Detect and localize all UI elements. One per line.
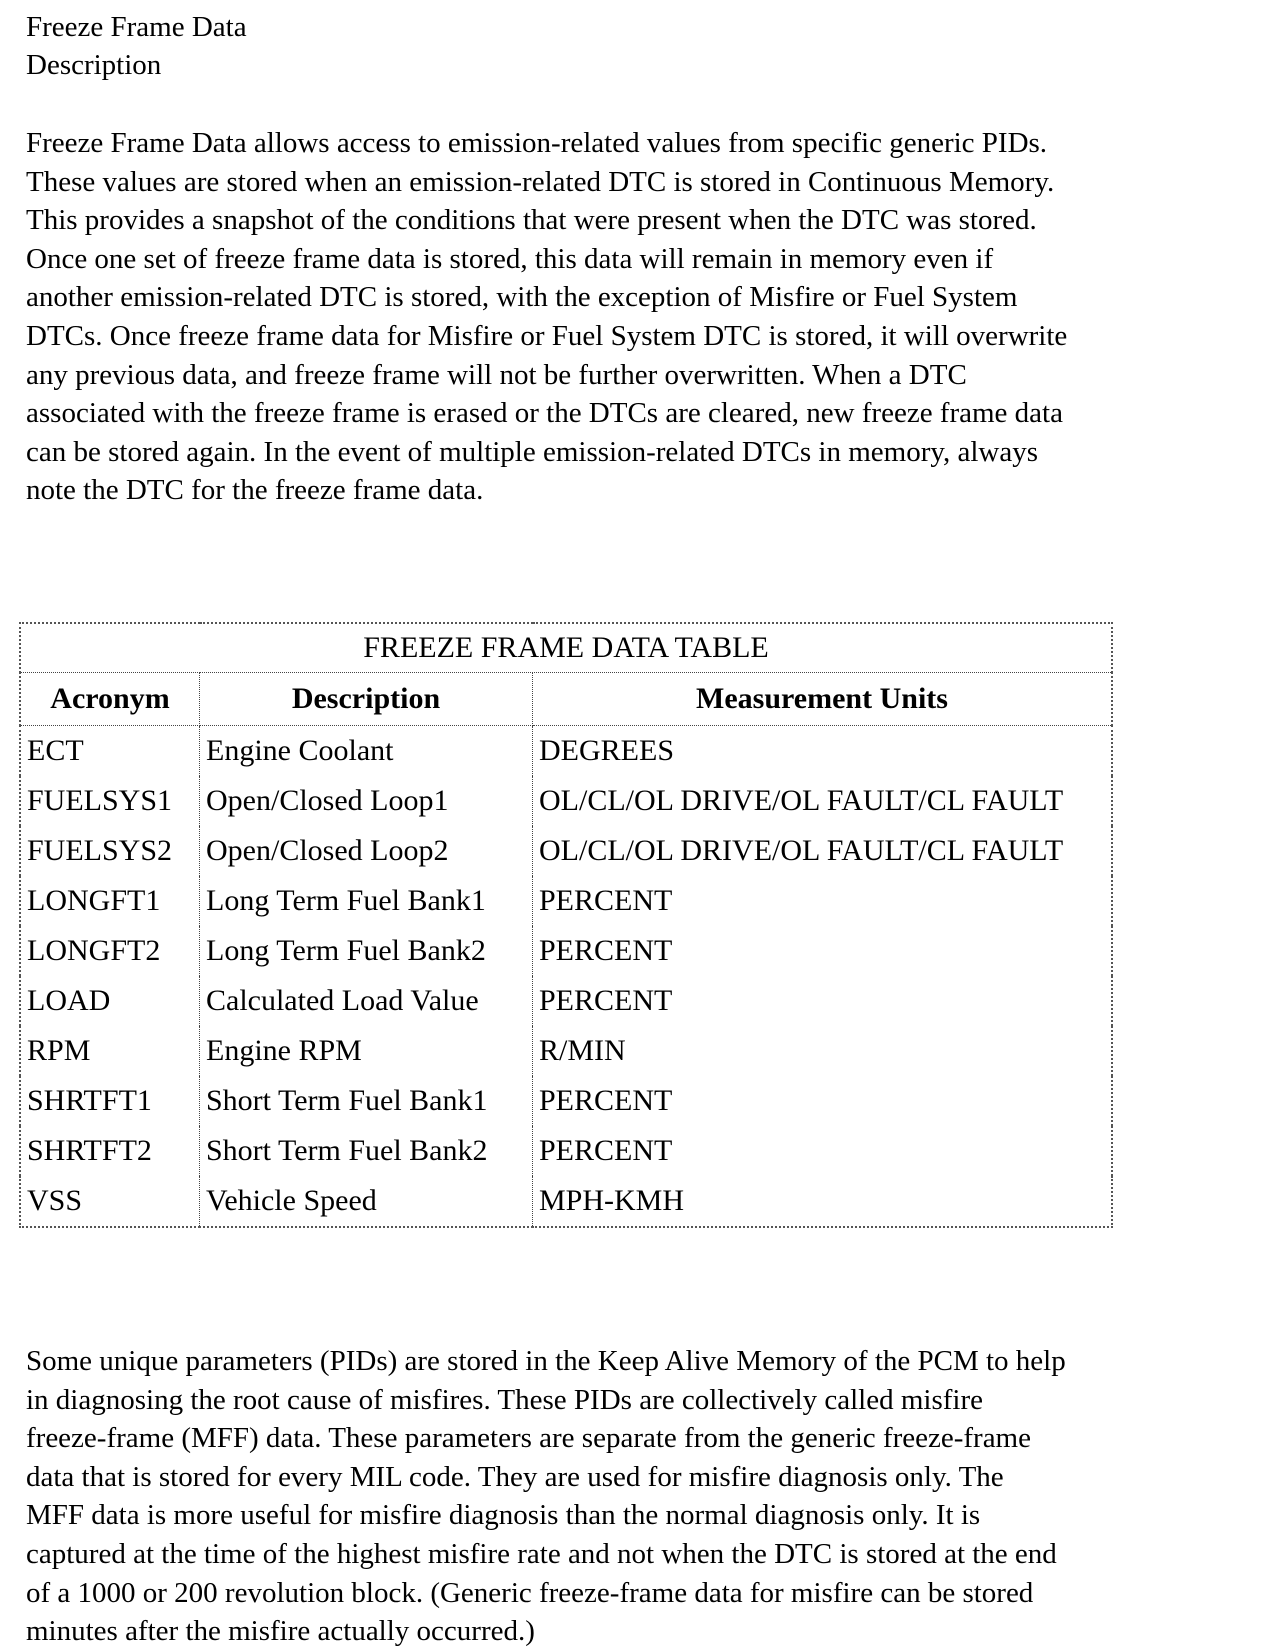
description-cell: Long Term Fuel Bank2 (200, 926, 533, 976)
paragraph-line: Freeze Frame Data allows access to emission-related values from specific generic PIDs. (26, 127, 1048, 159)
document-title: Freeze Frame Data (26, 11, 247, 43)
paragraph-line: associated with the freeze frame is erased or the DTCs are cleared, new freeze frame data (26, 397, 1063, 430)
paragraph-line: of a 1000 or 200 revolution block. (Generic freeze-frame data for misfire can be stored (26, 1576, 1034, 1609)
description-cell: Short Term Fuel Bank2 (200, 1126, 533, 1176)
table-row (20, 976, 1112, 1026)
paragraph-line: Once one set of freeze frame data is stored, this data will remain in memory even if (26, 242, 994, 275)
paragraph-line: MFF data is more useful for misfire diagnosis than the normal diagnosis only. It is (26, 1499, 981, 1532)
paragraph-line: This provides a snapshot of the conditions that were present when the DTC was stored. (26, 204, 1037, 237)
description-cell: Engine RPM (200, 1026, 533, 1076)
paragraph-line: freeze-frame (MFF) data. These parameters are separate from the generic freeze-frame (26, 1422, 1031, 1455)
table-row (20, 1126, 1112, 1176)
acronym-cell: LONGFT1 (20, 876, 200, 926)
table-row (20, 726, 1112, 777)
acronym-cell: FUELSYS2 (20, 826, 200, 876)
column-header-description: Description (200, 673, 533, 726)
paragraph-line: in diagnosing the root cause of misfires. These PIDs are collectively called misfire (26, 1383, 983, 1416)
units-cell: MPH-KMH (533, 1176, 1113, 1227)
units-cell: PERCENT (533, 1126, 1113, 1176)
units-cell: DEGREES (533, 726, 1113, 777)
units-cell: PERCENT (533, 1076, 1113, 1126)
description-cell: Calculated Load Value (200, 976, 533, 1026)
description-cell: Open/Closed Loop2 (200, 826, 533, 876)
freeze-frame-data-table (19, 622, 1113, 1228)
units-cell: R/MIN (533, 1026, 1113, 1076)
acronym-cell: VSS (20, 1176, 200, 1227)
units-cell: PERCENT (533, 926, 1113, 976)
paragraph-line: can be stored again. In the event of multiple emission-related DTCs in memory, always (26, 435, 1039, 468)
description-cell: Vehicle Speed (200, 1176, 533, 1227)
acronym-cell: SHRTFT1 (20, 1076, 200, 1126)
description-cell: Long Term Fuel Bank1 (200, 876, 533, 926)
paragraph-line: note the DTC for the freeze frame data. (26, 474, 484, 507)
description-cell: Engine Coolant (200, 726, 533, 777)
description-cell: Short Term Fuel Bank1 (200, 1076, 533, 1126)
paragraph-line: any previous data, and freeze frame will not be further overwritten. When a DTC (26, 358, 967, 391)
table-row (20, 1076, 1112, 1126)
acronym-cell: ECT (20, 726, 200, 777)
table-row (20, 826, 1112, 876)
paragraph-line: captured at the time of the highest misfire rate and not when the DTC is stored at the end (26, 1537, 1057, 1570)
paragraph-line: Some unique parameters (PIDs) are stored in the Keep Alive Memory of the PCM to help (26, 1345, 1066, 1377)
column-header-acronym: Acronym (20, 673, 200, 726)
table-row (20, 1176, 1112, 1227)
paragraph-line: minutes after the misfire actually occurred.) (26, 1615, 535, 1648)
outro-paragraph (26, 1342, 1066, 1651)
paragraph-line: data that is stored for every MIL code. They are used for misfire diagnosis only. The (26, 1460, 1004, 1493)
table-row (20, 776, 1112, 826)
acronym-cell: RPM (20, 1026, 200, 1076)
acronym-cell: LONGFT2 (20, 926, 200, 976)
units-cell: OL/CL/OL DRIVE/OL FAULT/CL FAULT (533, 776, 1113, 826)
table-title: FREEZE FRAME DATA TABLE (20, 623, 1112, 673)
units-cell: PERCENT (533, 876, 1113, 926)
paragraph-line: DTCs. Once freeze frame data for Misfire or Fuel System DTC is stored, it will overwrite (26, 319, 1068, 352)
acronym-cell: SHRTFT2 (20, 1126, 200, 1176)
units-cell: OL/CL/OL DRIVE/OL FAULT/CL FAULT (533, 826, 1113, 876)
paragraph-line: These values are stored when an emission-related DTC is stored in Continuous Memory. (26, 165, 1055, 198)
units-cell: PERCENT (533, 976, 1113, 1026)
column-header-units: Measurement Units (533, 673, 1113, 726)
intro-paragraph (26, 124, 1067, 510)
table-row (20, 876, 1112, 926)
description-cell: Open/Closed Loop1 (200, 776, 533, 826)
paragraph-line: another emission-related DTC is stored, with the exception of Misfire or Fuel System (26, 281, 1018, 314)
section-heading: Description (26, 49, 162, 81)
acronym-cell: LOAD (20, 976, 200, 1026)
table-row (20, 1026, 1112, 1076)
acronym-cell: FUELSYS1 (20, 776, 200, 826)
table-row (20, 926, 1112, 976)
